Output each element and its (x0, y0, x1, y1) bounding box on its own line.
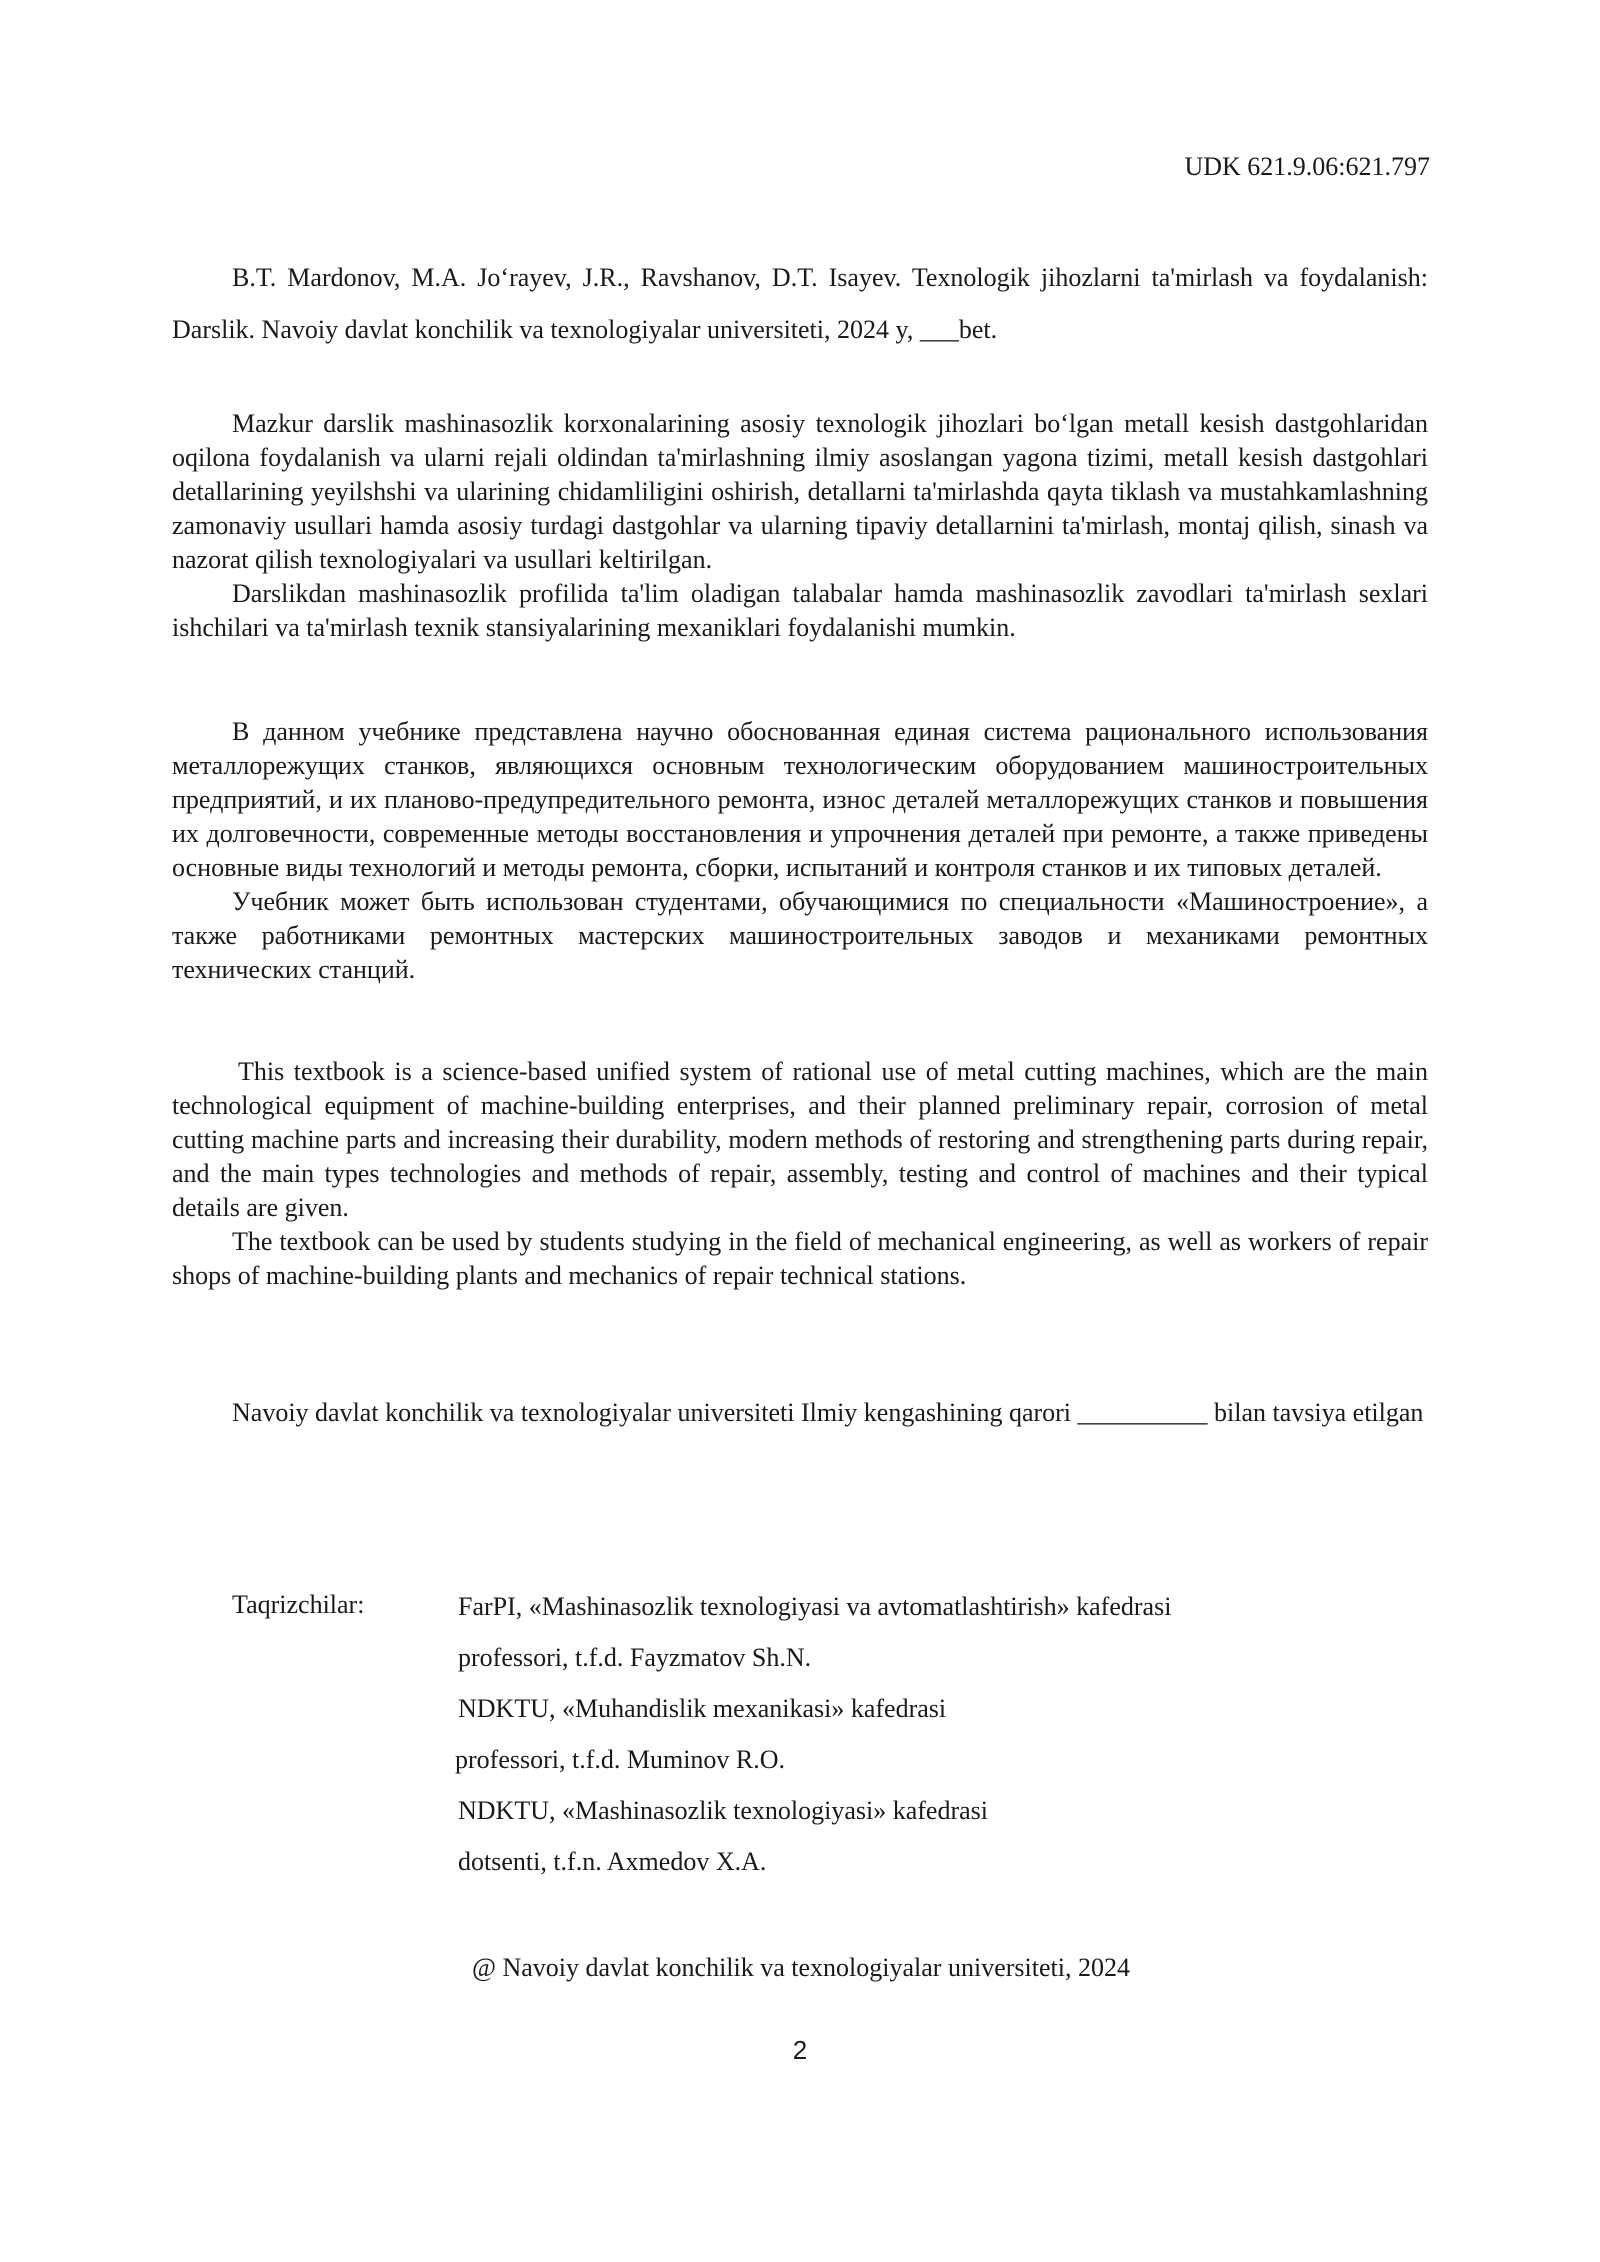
reviewer-line: dotsenti, t.f.n. Axmedov X.A. (458, 1847, 767, 1876)
abstract-russian (172, 715, 1428, 987)
reviewers-label: Taqrizchilar: (232, 1590, 365, 1619)
reviewer-line: NDKTU, «Muhandislik mexanikasi» kafedrasi (458, 1694, 947, 1723)
page-number: 2 (792, 2035, 808, 2065)
abstract-english-paragraph-1: This textbook is a science-based unified system of rational use of metal cutting machines, which are the main technological equipment of machine-building enterprises, and their planned preliminary repair, corrosion of metal cutting machine parts and increasing their durability, modern methods of restoring and strengthening parts during repair, and the main types technologies and methods of repair, assembly, testing and control of machines and their typical details are given. (172, 1057, 1428, 1222)
abstract-english (172, 1055, 1428, 1293)
abstract-russian-paragraph-1: В данном учебнике представлена научно обоснованная единая система рационального использования металлорежущих станков, являющихся основным технологическим оборудованием машиностроительных предприятий, и их планово-предупредительного ремонта, износ деталей металлорежущих станков и повышения их долговечности, современные методы восстановления и упрочнения деталей при ремонте, а также приведены основные виды технологий и методы ремонта, сборки, испытаний и контроля станков и их типовых деталей. (172, 717, 1428, 882)
abstract-uzbek (172, 407, 1428, 645)
reviewer-line: FarPI, «Mashinasozlik texnologiyasi va avtomatlashtirish» kafedrasi (458, 1592, 1172, 1621)
udk-code: UDK 621.9.06:621.797 (1184, 152, 1430, 181)
reviewer-line: professori, t.f.d. Fayzmatov Sh.N. (458, 1643, 812, 1672)
council-recommendation: Navoiy davlat konchilik va texnologiyalar universiteti Ilmiy kengashining qarori __________ bilan tavsiya etilgan (232, 1398, 1424, 1427)
reviewer-line: professori, t.f.d. Muminov R.O. (455, 1745, 786, 1774)
abstract-uzbek-paragraph-1: Mazkur darslik mashinasozlik korxonalarining asosiy texnologik jihozlari bo‘lgan metall kesish dastgohlaridan oqilona foydalanish va ularni rejali oldindan ta'mirlashning ilmiy asoslangan yagona tizimi, metall kesish dastgohlari detallarining yeyilshshi va ularining chidamliligini oshirish, detallarni ta'mirlashda qayta tiklash va mustahkamlashning zamonaviy usullari hamda asosiy turdagi dastgohlar va ularning tipaviy detallarnini ta'mirlash, montaj qilish, sinash va nazorat qilish texnologiyalari va usullari keltirilgan. (172, 409, 1428, 574)
reviewers-list (455, 1590, 1358, 1896)
copyright-notice (0, 1953, 1600, 1983)
copyright-text: @ Navoiy davlat konchilik va texnologiyalar universiteti, 2024 (472, 1953, 1130, 1982)
abstract-english-paragraph-2: The textbook can be used by students studying in the field of mechanical engineering, as well as workers of repair shops of machine-building plants and mechanics of repair technical stations. (172, 1227, 1428, 1290)
abstract-russian-paragraph-2: Учебник может быть использован студентами, обучающимися по специальности «Машиностроение», а также работниками ремонтных мастерских машиностроительных заводов и механиками ремонтных технических станций. (172, 887, 1428, 984)
abstract-uzbek-paragraph-2: Darslikdan mashinasozlik profilida ta'lim oladigan talabalar hamda mashinasozlik zavodlari ta'mirlash sexlari ishchilari va ta'mirlash texnik stansiyalarining mexaniklari foydalanishi mumkin. (172, 579, 1428, 642)
reviewer-line: NDKTU, «Mashinasozlik texnologiyasi» kafedrasi (458, 1796, 989, 1825)
bibliographic-citation: B.T. Mardonov, M.A. Jo‘rayev, J.R., Ravshanov, D.T. Isayev. Texnologik jihozlarni ta'mirlash va foydalanish: Darslik. Navoiy davlat konchilik va texnologiyalar universiteti, 2024 y, ___bet. (172, 263, 1428, 344)
